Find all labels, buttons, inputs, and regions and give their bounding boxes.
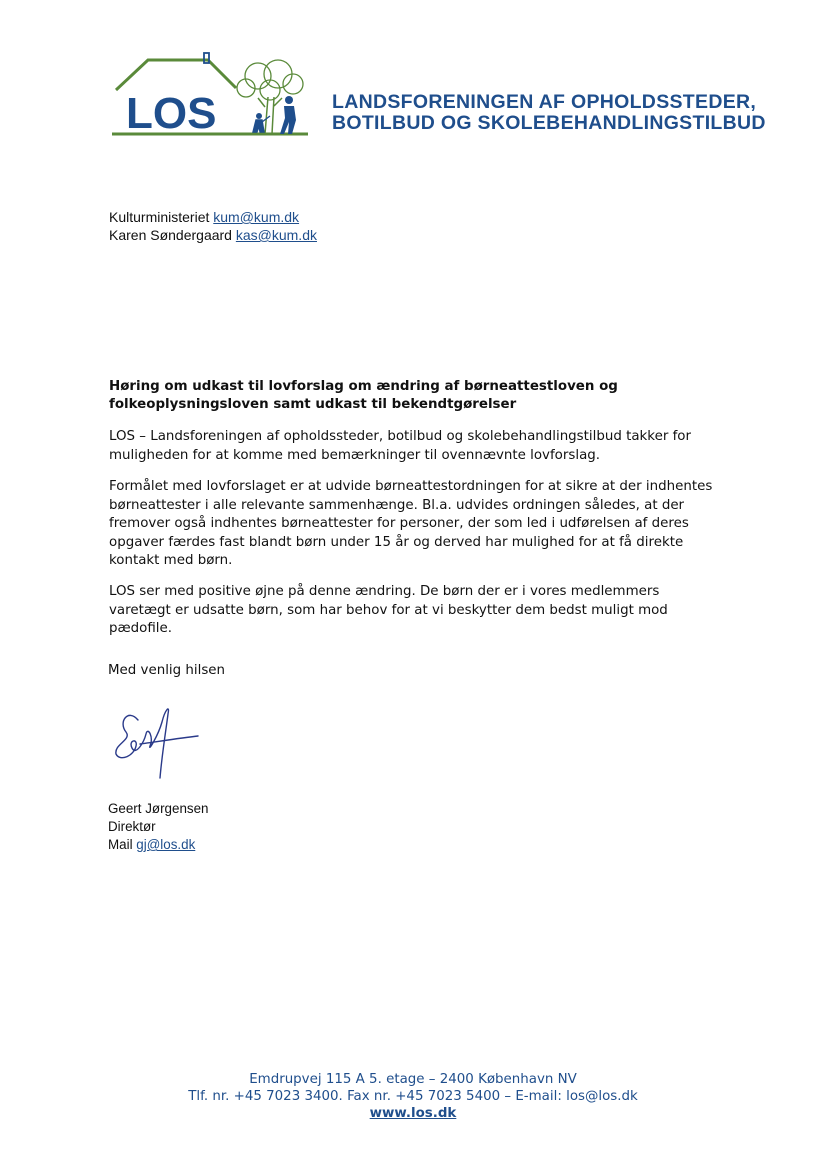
los-house-tree-logo-icon	[108, 52, 314, 144]
footer-website-link[interactable]: www.los.dk	[369, 1106, 457, 1121]
signatory-email-link[interactable]: gj@los.dk	[136, 837, 196, 852]
signatory-mail-line	[108, 837, 195, 852]
recipient-email-link[interactable]: kas@kum.dk	[235, 227, 317, 243]
recipient-email-link[interactable]: kum@kum.dk	[213, 209, 300, 225]
handwritten-signature-icon	[110, 700, 205, 782]
signatory-name: Geert Jørgensen	[108, 801, 209, 816]
mail-label: Mail	[108, 837, 133, 852]
logo-text: LOS	[126, 89, 217, 138]
recipient-name: Kulturministeriet	[109, 209, 210, 225]
letter-subject: Høring om udkast til lovforslag om ændring af børneattestloven og folkeoplysningsloven samt udkast til bekendtgørelser	[109, 379, 618, 412]
closing-text: Med venlig hilsen	[108, 663, 226, 678]
body-paragraph: LOS ser med positive øjne på denne ændring. De børn der er i vores medlemmers varetægt er udsatte børn, som har behov for at vi beskytter dem bedst muligt mod pædofile.	[109, 584, 668, 637]
org-name-line1: LANDSFORENINGEN AF OPHOLDSSTEDER,	[332, 91, 757, 113]
recipient-line	[109, 227, 317, 243]
body-paragraph: LOS – Landsforeningen af opholdssteder, botilbud og skolebehandlingstilbud takker for muligheden for at komme med bemærkninger til ovennævnte lovforslag.	[109, 429, 691, 463]
org-name-line2: BOTILBUD OG SKOLEBEHANDLINGSTILBUD	[332, 112, 766, 134]
signatory-title: Direktør	[108, 819, 156, 834]
recipient-line	[109, 209, 299, 225]
recipient-name: Karen Søndergaard	[109, 227, 232, 243]
body-paragraph: Formålet med lovforslaget er at udvide børneattestordningen for at sikre at der indhentes børneattester i alle relevante sammenhænge. Bl.a. udvides ordningen således, at der fremover også indhentes børneattester for personer, der som led i udførelsen af deres opgaver færdes fast blandt børn under 15 år og derved har mulighed for at få direkte kontakt med børn.	[109, 479, 713, 569]
footer-contact: Tlf. nr. +45 7023 3400. Fax nr. +45 7023 5400 – E-mail: los@los.dk	[188, 1089, 638, 1104]
footer-address: Emdrupvej 115 A 5. etage – 2400 København NV	[249, 1072, 577, 1087]
